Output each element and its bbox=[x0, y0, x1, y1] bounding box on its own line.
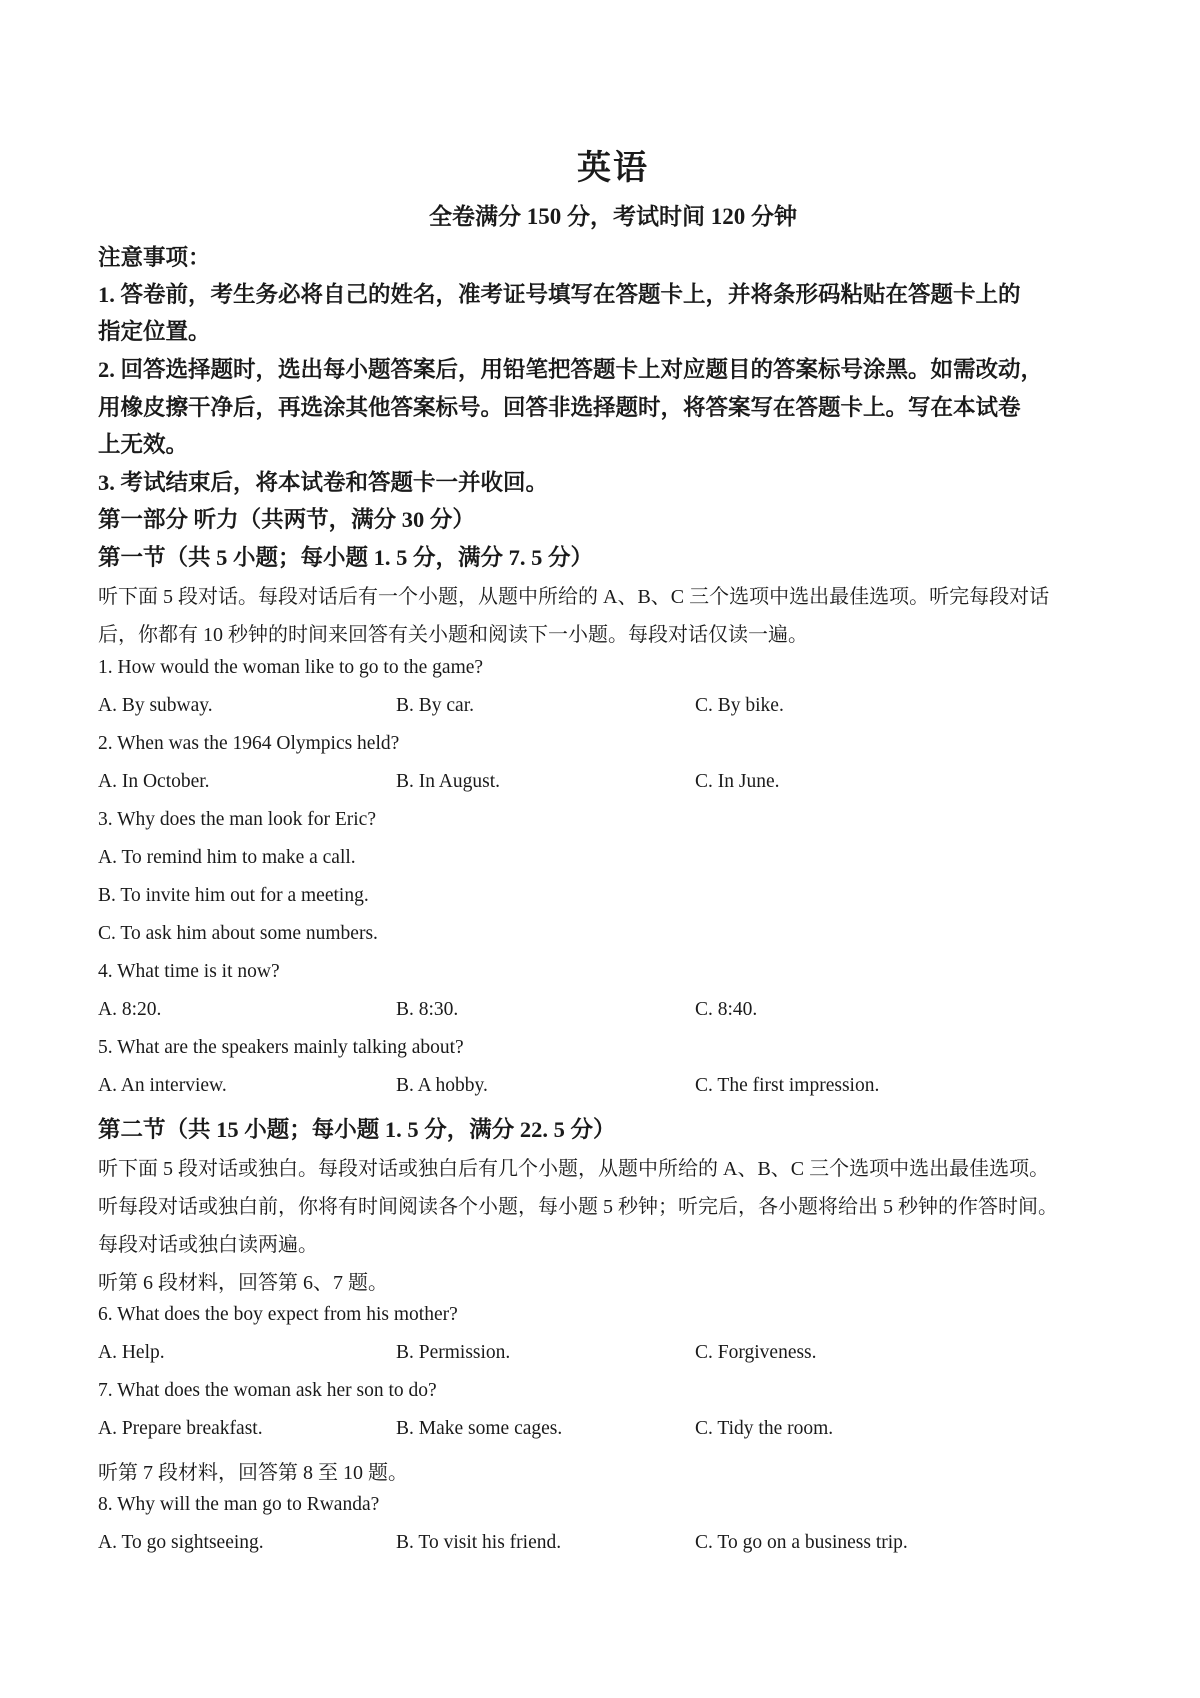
notice-item-1-line-2: 指定位置。 bbox=[98, 319, 211, 344]
question-1-option-b: B. By car. bbox=[396, 695, 474, 716]
question-8-option-c: C. To go on a business trip. bbox=[695, 1532, 908, 1553]
section1-instruction-line-2: 后，你都有 10 秒钟的时间来回答有关小题和阅读下一小题。每段对话仅读一遍。 bbox=[98, 624, 808, 646]
page-subtitle: 全卷满分 150 分，考试时间 120 分钟 bbox=[429, 204, 797, 229]
question-7: 7. What does the woman ask her son to do? bbox=[98, 1380, 437, 1401]
question-2-option-c: C. In June. bbox=[695, 771, 780, 792]
question-7-option-c: C. Tidy the room. bbox=[695, 1418, 834, 1439]
question-5-option-c: C. The first impression. bbox=[695, 1075, 880, 1096]
page-title: 英语 bbox=[577, 150, 649, 187]
notice-item-3: 3. 考试结束后，将本试卷和答题卡一并收回。 bbox=[98, 470, 549, 495]
question-3-option-a: A. To remind him to make a call. bbox=[98, 847, 356, 868]
notice-heading: 注意事项： bbox=[98, 245, 211, 270]
part1-heading: 第一部分 听力（共两节，满分 30 分） bbox=[98, 507, 475, 532]
material-6-note: 听第 6 段材料，回答第 6、7 题。 bbox=[98, 1272, 388, 1294]
question-6-option-c: C. Forgiveness. bbox=[695, 1342, 817, 1363]
section2-instruction-line-1: 听下面 5 段对话或独白。每段对话或独白后有几个小题，从题中所给的 A、B、C 三个选项中选出最佳选项。 bbox=[98, 1158, 1050, 1180]
question-4-option-c: C. 8:40. bbox=[695, 999, 758, 1020]
question-7-option-a: A. Prepare breakfast. bbox=[98, 1418, 263, 1439]
question-8-option-a: A. To go sightseeing. bbox=[98, 1532, 264, 1553]
notice-item-2-line-2: 用橡皮擦干净后，再选涂其他答案标号。回答非选择题时，将答案写在答题卡上。写在本试卷 bbox=[98, 395, 1021, 420]
question-5: 5. What are the speakers mainly talking about? bbox=[98, 1037, 464, 1058]
question-3-option-c: C. To ask him about some numbers. bbox=[98, 923, 378, 944]
question-6-option-a: A. Help. bbox=[98, 1342, 165, 1363]
question-2-option-b: B. In August. bbox=[396, 771, 501, 792]
question-2: 2. When was the 1964 Olympics held? bbox=[98, 733, 400, 754]
question-8-option-b: B. To visit his friend. bbox=[396, 1532, 562, 1553]
question-1: 1. How would the woman like to go to the game? bbox=[98, 657, 484, 678]
notice-item-1-line-1: 1. 答卷前，考生务必将自己的姓名，准考证号填写在答题卡上，并将条形码粘贴在答题卡上的 bbox=[98, 282, 1021, 307]
question-4-option-b: B. 8:30. bbox=[396, 999, 459, 1020]
question-2-option-a: A. In October. bbox=[98, 771, 210, 792]
section2-instruction-line-3: 每段对话或独白读两遍。 bbox=[98, 1234, 318, 1256]
question-5-option-a: A. An interview. bbox=[98, 1075, 227, 1096]
question-4-option-a: A. 8:20. bbox=[98, 999, 162, 1020]
section1-instruction-line-1: 听下面 5 段对话。每段对话后有一个小题，从题中所给的 A、B、C 三个选项中选出最佳选项。听完每段对话 bbox=[98, 586, 1050, 608]
question-5-option-b: B. A hobby. bbox=[396, 1075, 488, 1096]
material-7-note: 听第 7 段材料，回答第 8 至 10 题。 bbox=[98, 1462, 408, 1484]
notice-item-2-line-3: 上无效。 bbox=[98, 432, 189, 457]
question-1-option-c: C. By bike. bbox=[695, 695, 784, 716]
question-3-option-b: B. To invite him out for a meeting. bbox=[98, 885, 369, 906]
section2-heading: 第二节（共 15 小题；每小题 1. 5 分，满分 22. 5 分） bbox=[98, 1117, 616, 1142]
question-1-option-a: A. By subway. bbox=[98, 695, 213, 716]
notice-item-2-line-1: 2. 回答选择题时，选出每小题答案后，用铅笔把答题卡上对应题目的答案标号涂黑。如需改动， bbox=[98, 357, 1044, 382]
question-4: 4. What time is it now? bbox=[98, 961, 280, 982]
question-7-option-b: B. Make some cages. bbox=[396, 1418, 563, 1439]
section2-instruction-line-2: 听每段对话或独白前，你将有时间阅读各个小题，每小题 5 秒钟；听完后，各小题将给出 5 秒钟的作答时间。 bbox=[98, 1196, 1058, 1218]
question-6: 6. What does the boy expect from his mother? bbox=[98, 1304, 458, 1325]
section1-heading: 第一节（共 5 小题；每小题 1. 5 分，满分 7. 5 分） bbox=[98, 545, 594, 570]
question-6-option-b: B. Permission. bbox=[396, 1342, 511, 1363]
question-3: 3. Why does the man look for Eric? bbox=[98, 809, 376, 830]
question-8: 8. Why will the man go to Rwanda? bbox=[98, 1494, 380, 1515]
